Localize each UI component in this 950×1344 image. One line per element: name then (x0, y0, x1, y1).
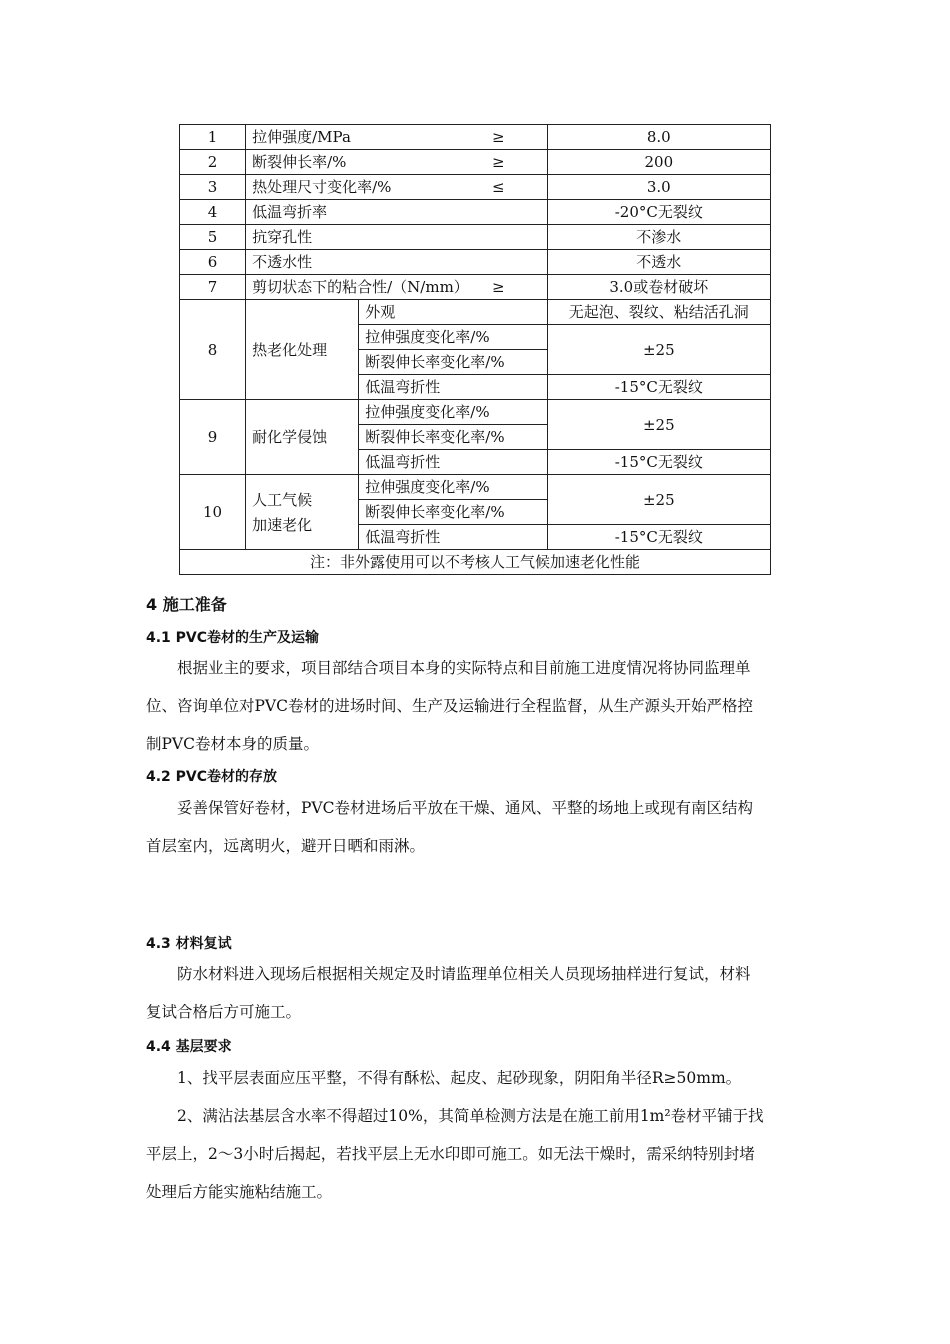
paragraph (146, 649, 806, 763)
item-name: 剪切状态下的粘合性/（N/mm） (252, 278, 469, 296)
item-value: 不渗水 (547, 225, 770, 250)
sub-item-name: 低温弯折性 (359, 525, 547, 550)
row-number: 1 (180, 125, 246, 150)
row-number: 10 (180, 475, 246, 550)
row-number: 4 (180, 200, 246, 225)
group-name: 热老化处理 (246, 300, 359, 400)
item-name: 抗穿孔性 (246, 225, 548, 250)
table-row (180, 200, 771, 225)
paragraph-line: 平层上，2～3小时后揭起，若找平层上无水印即可施工。如无法干燥时，需采纳特别封堵 (146, 1145, 755, 1163)
paragraph-line: 位、咨询单位对PVC卷材的进场时间、生产及运输进行全程监督，从生产源头开始严格控 (146, 697, 753, 715)
item-name-cell (246, 275, 548, 300)
item-name-cell (246, 150, 548, 175)
paragraph-line: 妥善保管好卷材，PVC卷材进场后平放在干燥、通风、平整的场地上或现有南区结构 (177, 799, 753, 817)
sub-item-name: 断裂伸长率变化率/% (359, 425, 547, 450)
sub-item-name: 拉伸强度变化率/% (359, 475, 547, 500)
table-note: 注：非外露使用可以不考核人工气候加速老化性能 (180, 550, 771, 575)
paragraph (146, 1059, 806, 1211)
relation-symbol: ≤ (492, 178, 505, 196)
sub-item-name: 外观 (359, 300, 547, 325)
item-name: 低温弯折率 (246, 200, 548, 225)
table-row (180, 250, 771, 275)
paragraph (146, 789, 806, 865)
row-number: 3 (180, 175, 246, 200)
item-name: 断裂伸长率/% (252, 153, 347, 171)
item-value: ±25 (547, 475, 770, 525)
item-name-cell (246, 125, 548, 150)
sub-item-name: 断裂伸长率变化率/% (359, 500, 547, 525)
item-value: ±25 (547, 325, 770, 375)
item-name: 拉伸强度/MPa (252, 128, 351, 146)
paragraph-line: 复试合格后方可施工。 (146, 1003, 302, 1021)
paragraph-line: 制PVC卷材本身的质量。 (146, 735, 319, 753)
paragraph-line: 处理后方能实施粘结施工。 (146, 1183, 333, 1201)
row-number: 5 (180, 225, 246, 250)
item-value: 无起泡、裂纹、粘结活孔洞 (547, 300, 770, 325)
paragraph-line: 根据业主的要求，项目部结合项目本身的实际特点和目前施工进度情况将协同监理单 (177, 659, 751, 677)
group-name: 耐化学侵蚀 (246, 400, 359, 475)
item-value: -15°C无裂纹 (547, 525, 770, 550)
sub-item-name: 低温弯折性 (359, 375, 547, 400)
sub-item-name: 拉伸强度变化率/% (359, 400, 547, 425)
subsection-heading: 4.1 PVC卷材的生产及运输 (146, 630, 320, 646)
sub-item-name: 低温弯折性 (359, 450, 547, 475)
row-number: 8 (180, 300, 246, 400)
paragraph-line: 2、满沾法基层含水率不得超过10%，其简单检测方法是在施工前用1m²卷材平铺于找 (177, 1107, 764, 1125)
table-row (180, 225, 771, 250)
table-row (180, 550, 771, 575)
table-row (180, 400, 771, 425)
sub-item-name: 拉伸强度变化率/% (359, 325, 547, 350)
item-name-cell (246, 175, 548, 200)
item-value: 3.0 (547, 175, 770, 200)
row-number: 6 (180, 250, 246, 275)
item-name: 热处理尺寸变化率/% (252, 178, 392, 196)
table-row (180, 300, 771, 325)
table-row (180, 475, 771, 500)
relation-symbol: ≥ (492, 278, 505, 296)
item-value: 200 (547, 150, 770, 175)
group-name-line: 人工气候 (252, 490, 313, 509)
paragraph-line: 1、找平层表面应压平整，不得有酥松、起皮、起砂现象，阴阳角半径R≥50mm。 (177, 1069, 742, 1087)
item-name: 不透水性 (246, 250, 548, 275)
subsection-heading: 4.2 PVC卷材的存放 (146, 769, 278, 785)
section-heading: 4 施工准备 (146, 595, 227, 614)
relation-symbol: ≥ (492, 128, 505, 146)
spec-table (179, 124, 771, 575)
paragraph-line: 首层室内，远离明火，避开日晒和雨淋。 (146, 837, 426, 855)
table-row (180, 150, 771, 175)
group-name-line: 加速老化 (252, 515, 313, 534)
item-value: -15°C无裂纹 (547, 450, 770, 475)
item-value: -20°C无裂纹 (547, 200, 770, 225)
table-row (180, 175, 771, 200)
item-value: 8.0 (547, 125, 770, 150)
paragraph (146, 955, 806, 1031)
item-value: -15°C无裂纹 (547, 375, 770, 400)
item-value: 不透水 (547, 250, 770, 275)
item-value: ±25 (547, 400, 770, 450)
group-name-cell (246, 475, 359, 550)
relation-symbol: ≥ (492, 153, 505, 171)
sub-item-name: 断裂伸长率变化率/% (359, 350, 547, 375)
subsection-heading: 4.4 基层要求 (146, 1039, 232, 1055)
table-row (180, 125, 771, 150)
item-value: 3.0或卷材破坏 (547, 275, 770, 300)
paragraph-line: 防水材料进入现场后根据相关规定及时请监理单位相关人员现场抽样进行复试，材料 (177, 965, 751, 983)
subsection-heading: 4.3 材料复试 (146, 936, 232, 952)
table-row (180, 275, 771, 300)
row-number: 9 (180, 400, 246, 475)
row-number: 2 (180, 150, 246, 175)
row-number: 7 (180, 275, 246, 300)
